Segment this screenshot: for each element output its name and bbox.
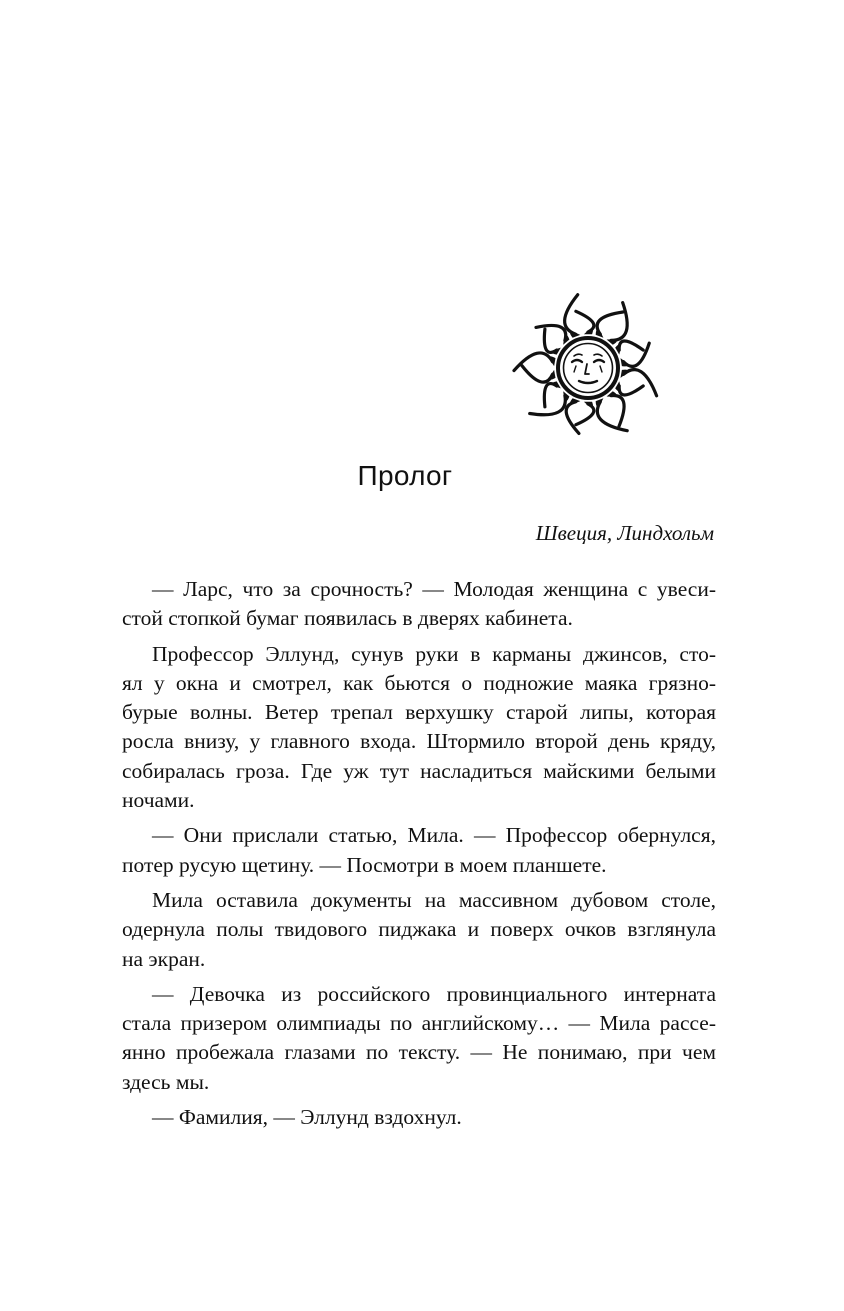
- text-line: — Они прислали статью, Мила. — Профессор обернулся,: [152, 823, 716, 848]
- chapter-location: Швеция, Линдхольм: [535, 521, 714, 545]
- sun-ray: [514, 353, 553, 371]
- paragraph: [122, 1103, 716, 1132]
- text-line: стала призером олимпиады по английскому… — Мила рассе-: [122, 1011, 716, 1036]
- paragraph: [122, 821, 716, 880]
- text-line: — Фамилия, — Эллунд вздохнул.: [152, 1105, 462, 1130]
- text-line: Профессор Эллунд, сунув руки в карманы джинсов, сто-: [152, 641, 716, 666]
- text-line: ночами.: [122, 788, 195, 813]
- sun-flame: [570, 398, 580, 404]
- sun-flame: [584, 402, 593, 408]
- text-line: янно пробежала глазами по тексту. — Не понимаю, при чем: [122, 1040, 716, 1065]
- text-line: бурые волны. Ветер трепал верхушку старой липы, которая: [122, 700, 716, 725]
- text-line: здесь мы.: [122, 1069, 210, 1094]
- sun-ray: [544, 329, 556, 352]
- paragraph: [122, 640, 716, 816]
- sun-face-icon: [508, 286, 668, 446]
- body-text: [122, 575, 716, 1132]
- text-line: собиралась гроза. Где уж тут насладиться майскими белыми: [122, 758, 716, 783]
- sun-ray: [619, 386, 643, 395]
- text-line: — Девочка из российского провинциального интерната: [152, 981, 716, 1006]
- sun-ray: [619, 341, 643, 350]
- sun-ray: [611, 395, 624, 426]
- text-line: росла внизу, у главного входа. Штормило второй день кряду,: [122, 729, 716, 754]
- sun-ray: [544, 384, 556, 407]
- paragraph: [122, 886, 716, 974]
- sun-ray: [624, 370, 657, 396]
- paragraph: [122, 575, 716, 634]
- sun-ray: [530, 396, 566, 415]
- chapter-title: Пролог: [357, 460, 453, 491]
- text-line: — Ларс, что за срочность? — Молодая женщина с увеси-: [152, 577, 716, 601]
- sun-ray: [565, 295, 578, 335]
- text-line: на экран.: [122, 946, 206, 971]
- sun-ray: [566, 402, 579, 434]
- text-line: одернула полы твидового пиджака и поверх очков взглянула: [122, 917, 716, 942]
- sun-flame: [584, 328, 593, 334]
- text-line: стой стопкой бумаг появилась в дверях кабинета.: [122, 606, 573, 631]
- sun-flame: [570, 332, 580, 338]
- sun-ray: [536, 325, 566, 340]
- text-line: потер русую щетину. — Посмотри в моем планшете.: [122, 852, 607, 877]
- sun-ray: [597, 312, 623, 334]
- text-line: ял у окна и смотрел, как бьются о подножие маяка грязно-: [122, 670, 716, 695]
- text-line: Мила оставила документы на массивном дубовом столе,: [152, 887, 716, 912]
- paragraph: [122, 980, 716, 1097]
- sun-ray: [611, 303, 627, 341]
- sun-flame: [621, 358, 628, 366]
- sun-ray: [522, 366, 553, 382]
